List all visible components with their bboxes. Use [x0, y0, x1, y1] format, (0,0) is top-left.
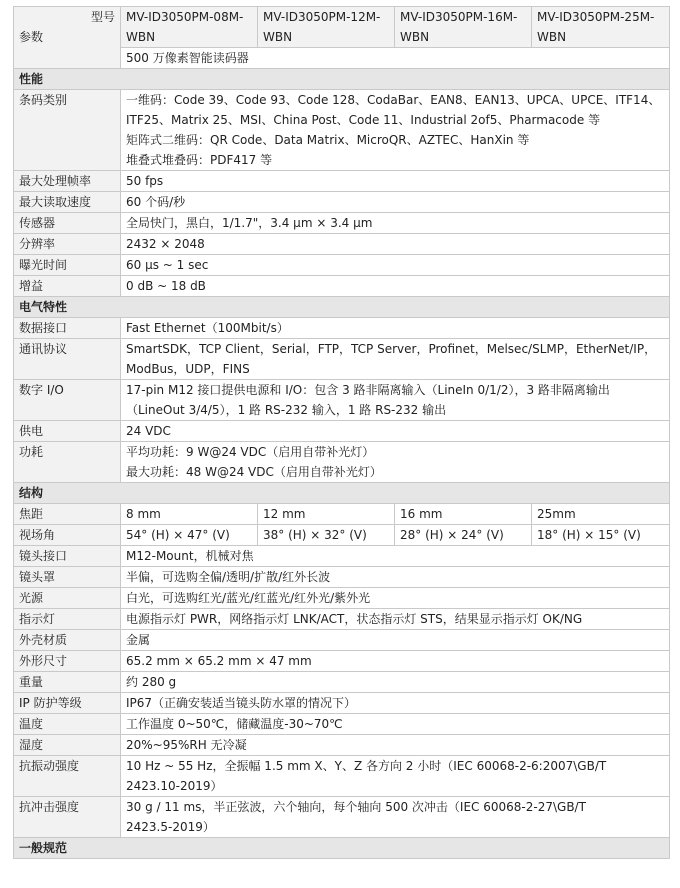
row-label: IP 防护等级	[14, 693, 121, 714]
focal-length-12m: 12 mm	[258, 504, 395, 525]
row-value: 2432 × 2048	[121, 234, 670, 255]
row-power-supply	[14, 421, 670, 442]
value-line: 30 g / 11 ms，半正弦波，六个轴向，每个轴向 500 次冲击（IEC 60068-2-27\GB/T	[126, 800, 586, 814]
row-value: 20%~95%RH 无冷凝	[121, 735, 670, 756]
row-lens-mount	[14, 546, 670, 567]
row-label: 温度	[14, 714, 121, 735]
row-ip-rating	[14, 693, 670, 714]
value-line: 平均功耗：9 W@24 VDC（启用自带补光灯）	[126, 445, 375, 459]
row-value: 电源指示灯 PWR，网络指示灯 LNK/ACT，状态指示灯 STS，结果显示指示灯 OK/NG	[121, 609, 670, 630]
row-value	[121, 442, 670, 483]
row-label: 镜头接口	[14, 546, 121, 567]
row-label: 分辨率	[14, 234, 121, 255]
row-value: 全局快门，黑白，1/1.7"，3.4 μm × 3.4 μm	[121, 213, 670, 234]
row-data-interface	[14, 318, 670, 339]
section-title: 电气特性	[14, 297, 670, 318]
row-label: 条码类别	[14, 90, 121, 171]
row-temperature	[14, 714, 670, 735]
fov-16m: 28° (H) × 24° (V)	[395, 525, 532, 546]
row-value: 24 VDC	[121, 421, 670, 442]
row-value	[121, 339, 670, 380]
row-value	[121, 380, 670, 421]
row-lens-cover	[14, 567, 670, 588]
row-label: 抗冲击强度	[14, 797, 121, 838]
row-label: 焦距	[14, 504, 121, 525]
spec-sheet	[13, 6, 680, 859]
value-line: 矩阵式二维码：QR Code、Data Matrix、MicroQR、AZTEC、HanXin 等	[126, 133, 530, 147]
value-line: 堆叠式堆叠码：PDF417 等	[126, 153, 273, 167]
row-housing-material	[14, 630, 670, 651]
row-light-source	[14, 588, 670, 609]
row-value: 65.2 mm × 65.2 mm × 47 mm	[121, 651, 670, 672]
row-focal-length	[14, 504, 670, 525]
value-line: （LineOut 3/4/5），1 路 RS-232 输入，1 路 RS-232 输出	[126, 403, 447, 417]
row-label: 数字 I/O	[14, 380, 121, 421]
row-indicator	[14, 609, 670, 630]
row-label: 视场角	[14, 525, 121, 546]
value-line: ModBus，UDP，FINS	[126, 362, 250, 376]
row-barcode-type	[14, 90, 670, 171]
model-label: 型号	[90, 10, 115, 24]
row-humidity	[14, 735, 670, 756]
row-label: 增益	[14, 276, 121, 297]
row-value: 工作温度 0~50℃，储藏温度-30~70℃	[121, 714, 670, 735]
row-label: 重量	[14, 672, 121, 693]
section-title: 结构	[14, 483, 670, 504]
row-dimensions	[14, 651, 670, 672]
value-line: 最大功耗：48 W@24 VDC（启用自带补光灯）	[126, 465, 382, 479]
value-line: SmartSDK，TCP Client，Serial，FTP，TCP Server，Profinet，Melsec/SLMP，EtherNet/IP，	[126, 342, 657, 356]
value-line: 10 Hz ~ 55 Hz，全振幅 1.5 mm X、Y、Z 各方向 2 小时（IEC 60068-2-6:2007\GB/T	[126, 759, 607, 773]
section-electrical	[14, 297, 670, 318]
row-label: 曝光时间	[14, 255, 121, 276]
value-line: 2423.5-2019）	[126, 820, 215, 834]
model-name-08m: MV-ID3050PM-08M-WBN	[121, 7, 258, 48]
row-value	[121, 90, 670, 171]
row-value	[121, 797, 670, 838]
fov-08m: 54° (H) × 47° (V)	[121, 525, 258, 546]
row-sensor	[14, 213, 670, 234]
row-value: 0 dB ~ 18 dB	[121, 276, 670, 297]
row-label: 镜头罩	[14, 567, 121, 588]
row-gain	[14, 276, 670, 297]
value-line: ITF25、Matrix 25、MSI、China Post、Code 11、Industrial 2of5、Pharmacode 等	[126, 113, 601, 127]
row-value: 60 个码/秒	[121, 192, 670, 213]
model-name-25m: MV-ID3050PM-25M-WBN	[532, 7, 670, 48]
row-label: 指示灯	[14, 609, 121, 630]
row-label: 外壳材质	[14, 630, 121, 651]
row-label: 最大读取速度	[14, 192, 121, 213]
row-value: 白光，可选购红光/蓝光/红蓝光/红外光/紫外光	[121, 588, 670, 609]
param-label: 参数	[19, 30, 44, 44]
section-general	[14, 838, 670, 859]
row-digital-io	[14, 380, 670, 421]
row-resolution	[14, 234, 670, 255]
row-value: 50 fps	[121, 171, 670, 192]
fov-12m: 38° (H) × 32° (V)	[258, 525, 395, 546]
product-subtitle: 500 万像素智能读码器	[121, 48, 670, 69]
focal-length-25m: 25mm	[532, 504, 670, 525]
row-value	[121, 756, 670, 797]
spec-table	[13, 6, 670, 859]
section-title: 性能	[14, 69, 670, 90]
row-protocol	[14, 339, 670, 380]
header-corner-cell	[14, 7, 121, 69]
value-line: 17-pin M12 接口提供电源和 I/O：包含 3 路非隔离输入（LineIn 0/1/2），3 路非隔离输出	[126, 383, 610, 397]
model-name-12m: MV-ID3050PM-12M-WBN	[258, 7, 395, 48]
row-label: 供电	[14, 421, 121, 442]
fov-25m: 18° (H) × 15° (V)	[532, 525, 670, 546]
model-header-row	[14, 7, 670, 48]
row-label: 传感器	[14, 213, 121, 234]
row-value: 金属	[121, 630, 670, 651]
row-weight	[14, 672, 670, 693]
section-structure	[14, 483, 670, 504]
row-power-consumption	[14, 442, 670, 483]
row-label: 光源	[14, 588, 121, 609]
section-performance	[14, 69, 670, 90]
row-label: 通讯协议	[14, 339, 121, 380]
model-name-16m: MV-ID3050PM-16M-WBN	[395, 7, 532, 48]
row-value: 半偏，可选购全偏/透明/扩散/红外长波	[121, 567, 670, 588]
row-shock	[14, 797, 670, 838]
row-value: IP67（正确安装适当镜头防水罩的情况下）	[121, 693, 670, 714]
row-value: 60 μs ~ 1 sec	[121, 255, 670, 276]
focal-length-16m: 16 mm	[395, 504, 532, 525]
row-vibration	[14, 756, 670, 797]
row-fov	[14, 525, 670, 546]
section-title: 一般规范	[14, 838, 670, 859]
row-value: M12-Mount，机械对焦	[121, 546, 670, 567]
row-max-fps	[14, 171, 670, 192]
value-line: 2423.10-2019）	[126, 779, 223, 793]
focal-length-08m: 8 mm	[121, 504, 258, 525]
row-max-read-speed	[14, 192, 670, 213]
value-line: 一维码：Code 39、Code 93、Code 128、CodaBar、EAN8、EAN13、UPCA、UPCE、ITF14、	[126, 93, 661, 107]
row-label: 最大处理帧率	[14, 171, 121, 192]
row-label: 外形尺寸	[14, 651, 121, 672]
row-exposure	[14, 255, 670, 276]
row-label: 数据接口	[14, 318, 121, 339]
row-label: 抗振动强度	[14, 756, 121, 797]
row-value: 约 280 g	[121, 672, 670, 693]
row-label: 湿度	[14, 735, 121, 756]
row-value: Fast Ethernet（100Mbit/s）	[121, 318, 670, 339]
row-label: 功耗	[14, 442, 121, 483]
